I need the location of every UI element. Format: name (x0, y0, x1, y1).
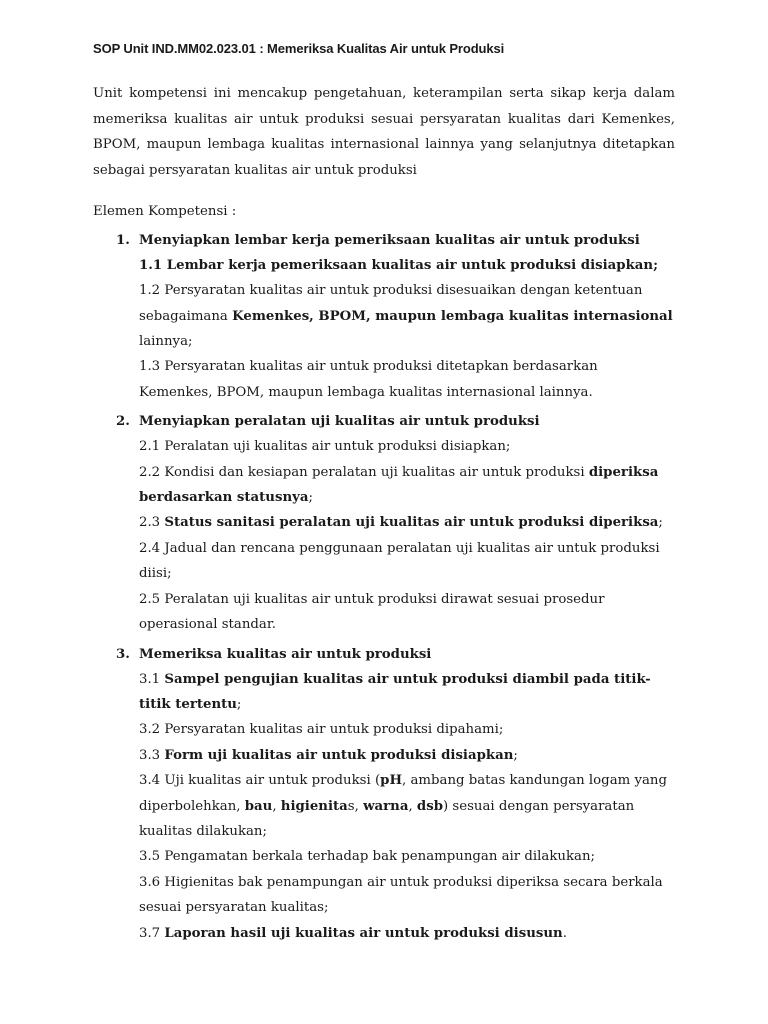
criteria-item (139, 844, 675, 869)
text-run: s, (347, 798, 364, 814)
text-run: lainnya; (139, 334, 193, 350)
criteria-item (139, 717, 675, 742)
text-run: 3.5 Pengamatan berkala terhadap bak penampungan air dilakukan; (139, 849, 595, 865)
text-run: 3.1 (139, 671, 165, 687)
page-header: SOP Unit IND.MM02.023.01 : Memeriksa Kualitas Air untuk Produksi (93, 41, 505, 56)
text-run: 2.3 (139, 515, 165, 531)
section-number: 2. (116, 414, 130, 430)
section-heading (93, 409, 675, 434)
section-number: 3. (116, 646, 130, 662)
text-run: ; (658, 515, 663, 531)
criteria-list (93, 434, 675, 637)
competency-list (93, 228, 675, 946)
text-run: 3.4 Uji kualitas air untuk produksi ( (139, 773, 381, 789)
elemen-kompetensi-label: Elemen Kompetensi : (93, 203, 237, 219)
section-number: 1. (116, 232, 130, 248)
text-run: ) sesuai dengan persyaratan kualitas dilakukan; (139, 798, 635, 839)
text-run: . (562, 925, 567, 941)
competency-section (93, 409, 675, 637)
criteria-item (139, 743, 675, 768)
text-run: 1.3 Persyaratan kualitas air untuk produksi ditetapkan berdasarkan Kemenkes, BPOM, maupun lembaga kualitas internasional lainnya. (139, 359, 598, 400)
text-run: 1.2 Persyaratan kualitas air untuk produksi disesuaikan dengan ketentuan sebagaimana (139, 283, 643, 324)
criteria-item (139, 510, 675, 535)
section-title: Menyiapkan lembar kerja pemeriksaan kualitas air untuk produksi (139, 232, 640, 248)
text-run: 3.2 Persyaratan kualitas air untuk produksi dipahami; (139, 722, 504, 738)
bold-text: Status sanitasi peralatan uji kualitas air untuk produksi diperiksa (164, 515, 659, 531)
section-heading (93, 228, 675, 253)
text-run: 2.2 Kondisi dan kesiapan peralatan uji kualitas air untuk produksi (139, 464, 589, 480)
section-title: Menyiapkan peralatan uji kualitas air untuk produksi (139, 414, 540, 430)
criteria-item (139, 921, 675, 946)
bold-text: dsb (416, 798, 443, 814)
criteria-list (93, 667, 675, 946)
bold-text: 1.1 Lembar kerja pemeriksaan kualitas air untuk produksi disiapkan; (139, 257, 658, 273)
text-run: , (272, 798, 281, 814)
text-run: 3.7 (139, 925, 165, 941)
text-run: , ambang batas kandungan logam yang diperbolehkan, (139, 773, 667, 814)
competency-section (93, 228, 675, 405)
section-heading (93, 642, 675, 667)
bold-text: warna (363, 798, 409, 814)
text-run: 2.4 Jadual dan rencana penggunaan peralatan uji kualitas air untuk produksi diisi; (139, 540, 660, 582)
bold-text: pH (380, 773, 403, 789)
bold-text: bau (244, 798, 273, 814)
bold-text: Kemenkes, BPOM, maupun lembaga kualitas internasional (232, 308, 673, 324)
criteria-item (139, 253, 675, 278)
text-run: 3.3 (139, 747, 165, 763)
text-run: , (408, 798, 417, 814)
intro-paragraph: Unit kompetensi ini mencakup pengetahuan, keterampilan serta sikap kerja dalam memeriksa kualitas air untuk produksi sesuai persyaratan kualitas dari Kemenkes, BPOM, maupun lembaga kualitas internasional lainnya yang selanjutnya ditetapkan sebagai persyaratan kualitas air untuk produksi (93, 86, 675, 179)
text-run: 2.1 Peralatan uji kualitas air untuk produksi disiapkan; (139, 439, 511, 455)
text-run: 3.6 Higienitas bak penampungan air untuk produksi diperiksa secara berkala sesuai persyaratan kualitas; (139, 874, 663, 916)
criteria-item (139, 768, 675, 844)
criteria-item (139, 587, 675, 638)
criteria-item (139, 460, 675, 511)
competency-section (93, 642, 675, 946)
bold-text: Laporan hasil uji kualitas air untuk produksi disusun (164, 925, 563, 941)
criteria-item (139, 870, 675, 921)
bold-text: diperiksa berdasarkan statusnya (139, 464, 659, 506)
bold-text: higienita (280, 798, 348, 814)
criteria-list (93, 253, 675, 405)
section-title: Memeriksa kualitas air untuk produksi (139, 646, 432, 662)
criteria-item (139, 278, 675, 354)
text-run: ; (308, 490, 313, 506)
criteria-item (139, 667, 675, 718)
bold-text: Sampel pengujian kualitas air untuk produksi diambil pada titik-titik tertentu (139, 671, 651, 712)
bold-text: Form uji kualitas air untuk produksi disiapkan (164, 747, 514, 763)
criteria-item (139, 354, 675, 405)
text-run: ; (513, 747, 518, 763)
criteria-item (139, 536, 675, 587)
text-run: ; (236, 696, 242, 712)
document-body (93, 81, 675, 946)
criteria-item (139, 434, 675, 459)
text-run: 2.5 Peralatan uji kualitas air untuk produksi dirawat sesuai prosedur operasional standar. (139, 591, 605, 633)
